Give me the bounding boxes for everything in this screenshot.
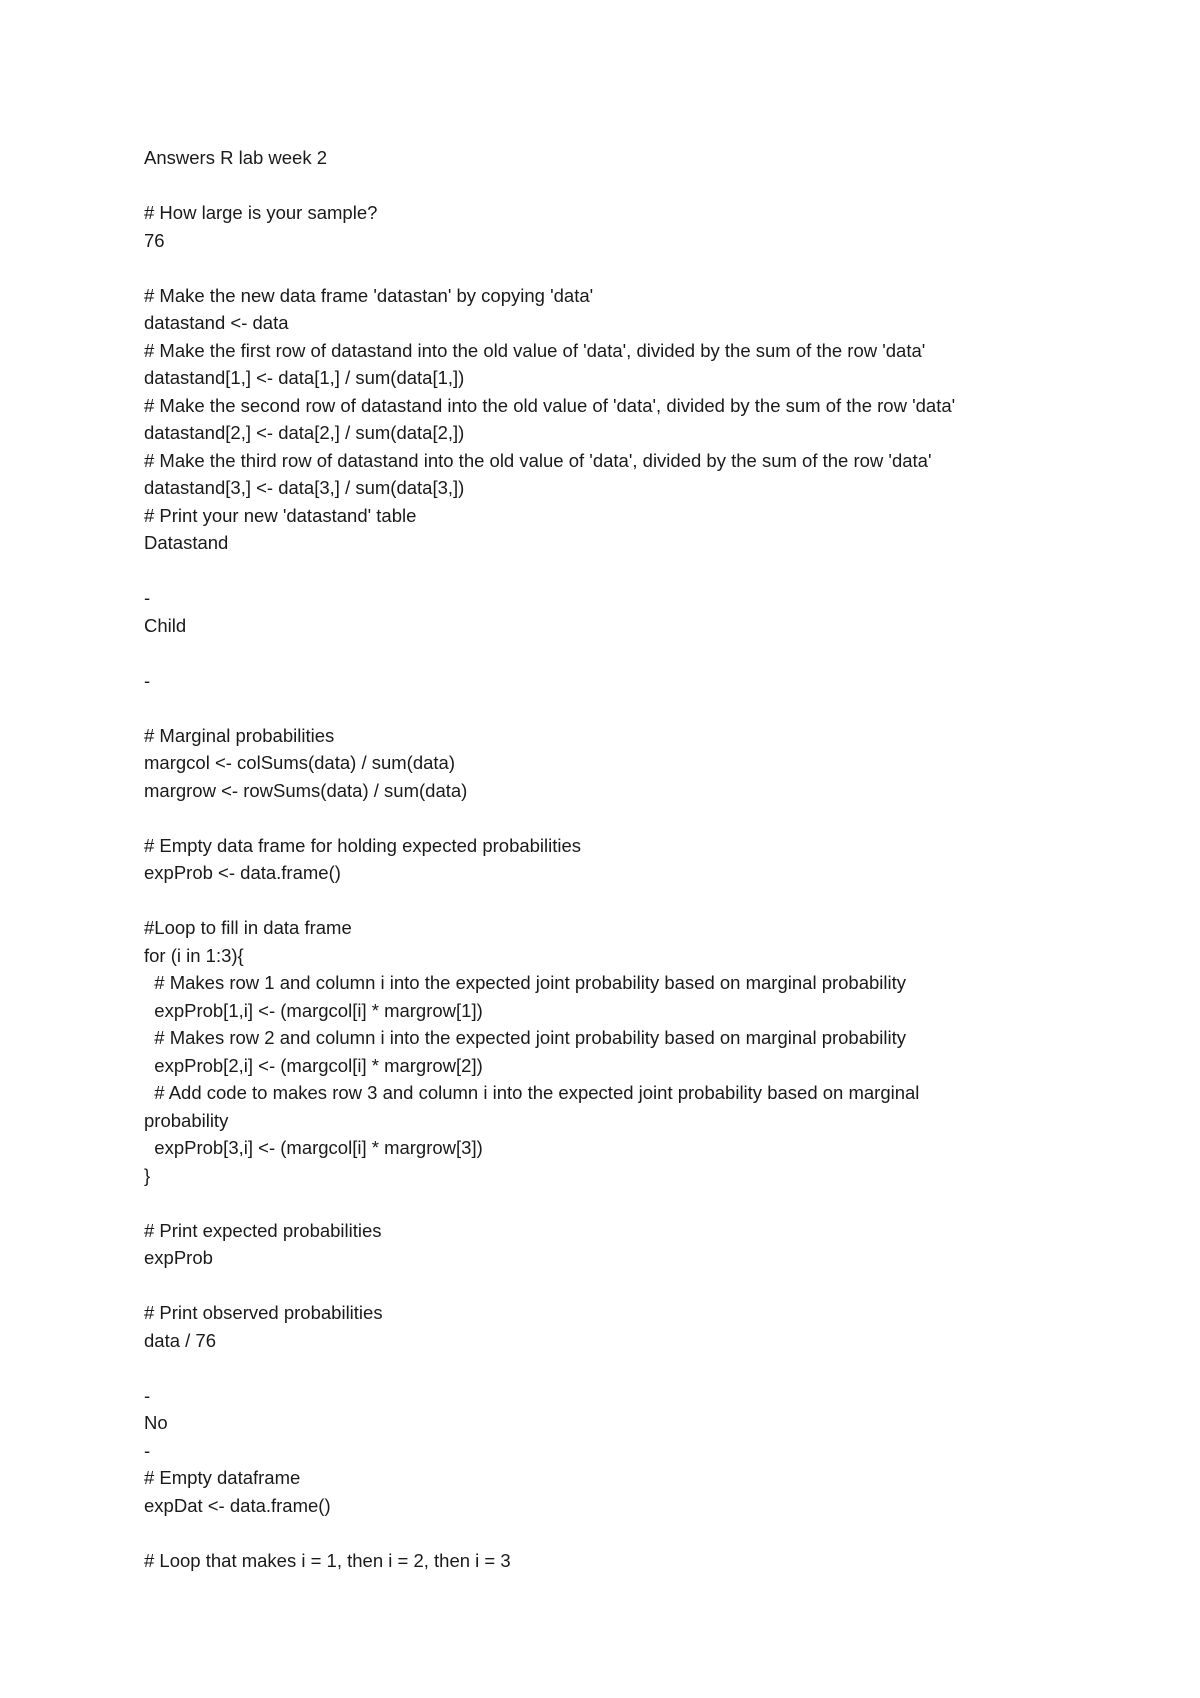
text-line: for (i in 1:3){ <box>144 944 244 966</box>
text-line: - <box>144 1439 151 1461</box>
text-line: expProb[1,i] <- (margcol[i] * margrow[1]) <box>144 999 483 1021</box>
document-lines <box>144 199 1084 1574</box>
text-line: - <box>144 669 151 691</box>
text-line: # Make the first row of datastand into the old value of 'data', divided by the sum of the row 'data' <box>144 339 926 361</box>
text-line: # Marginal probabilities <box>144 724 335 746</box>
text-line: # Make the new data frame 'datastan' by copying 'data' <box>144 284 594 306</box>
text-line: datastand <- data <box>144 312 289 333</box>
text-line: # Empty dataframe <box>144 1467 301 1488</box>
text-line: # Print observed probabilities <box>144 1302 383 1323</box>
blank-line <box>144 1189 1084 1217</box>
blank-line <box>144 557 1084 585</box>
text-line: # Make the third row of datastand into the old value of 'data', divided by the sum of the row 'data' <box>144 449 932 471</box>
text-line: margrow <- rowSums(data) / sum(data) <box>144 779 468 801</box>
text-line: 76 <box>144 229 165 251</box>
blank-line <box>144 1519 1084 1547</box>
blank-line <box>144 1354 1084 1382</box>
text-line: datastand[2,] <- data[2,] / sum(data[2,]) <box>144 422 465 443</box>
text-line: expProb[2,i] <- (margcol[i] * margrow[2]) <box>144 1054 483 1076</box>
text-line: # How large is your sample? <box>144 202 378 223</box>
text-line: expProb <box>144 1247 213 1268</box>
text-line: - <box>144 587 151 608</box>
document-title: Answers R lab week 2 <box>144 147 328 168</box>
blank-line <box>144 1272 1084 1300</box>
text-line: Child <box>144 614 187 636</box>
blank-line <box>144 639 1084 667</box>
text-line: margcol <- colSums(data) / sum(data) <box>144 752 456 773</box>
text-line: expDat <- data.frame() <box>144 1494 331 1516</box>
text-line: data / 76 <box>144 1329 217 1351</box>
blank-line <box>144 694 1084 722</box>
blank-line <box>144 887 1084 915</box>
text-line: No <box>144 1412 168 1433</box>
text-line: # Make the second row of datastand into the old value of 'data', divided by the sum of the row 'data' <box>144 394 956 416</box>
text-line: expProb[3,i] <- (margcol[i] * margrow[3]) <box>144 1137 483 1158</box>
text-line: # Add code to makes row 3 and column i into the expected joint probability based on marginal <box>144 1082 920 1103</box>
blank-line <box>144 254 1084 282</box>
text-line: # Print your new 'datastand' table <box>144 504 417 526</box>
document-body <box>144 144 1084 1574</box>
text-line: # Print expected probabilities <box>144 1219 382 1241</box>
text-line: # Empty data frame for holding expected probabilities <box>144 834 582 856</box>
blank-line <box>144 172 1084 200</box>
text-line: datastand[3,] <- data[3,] / sum(data[3,]) <box>144 477 465 498</box>
blank-line <box>144 804 1084 832</box>
text-line: #Loop to fill in data frame <box>144 917 352 938</box>
text-line: # Makes row 2 and column i into the expected joint probability based on marginal probability <box>144 1027 907 1048</box>
text-line: } <box>144 1164 151 1186</box>
text-line: expProb <- data.frame() <box>144 862 341 883</box>
text-line: # Makes row 1 and column i into the expected joint probability based on marginal probability <box>144 972 907 993</box>
text-line: datastand[1,] <- data[1,] / sum(data[1,]) <box>144 367 465 388</box>
text-line: # Loop that makes i = 1, then i = 2, then i = 3 <box>144 1549 511 1571</box>
text-line: - <box>144 1384 151 1406</box>
text-line: probability <box>144 1109 229 1131</box>
text-line: Datastand <box>144 532 229 553</box>
